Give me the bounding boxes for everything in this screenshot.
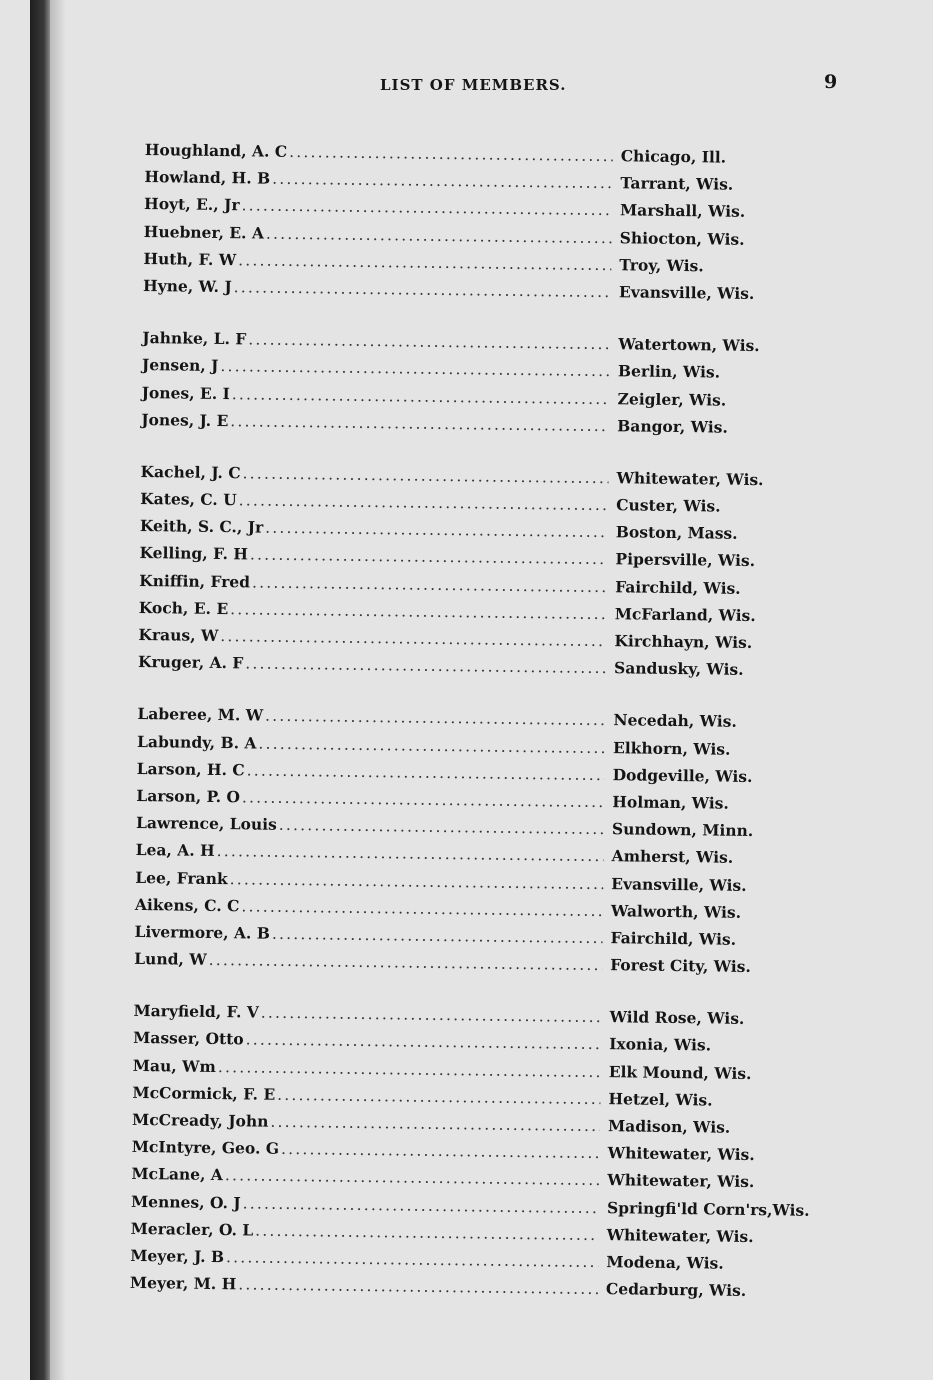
member-name: McCormick, F. E (132, 1082, 276, 1104)
dot-leader (289, 139, 613, 170)
member-name: Hyne, W. J (142, 275, 232, 297)
member-name: Kruger, A. F (137, 652, 244, 673)
member-place: Sandusky, Wis. (613, 658, 744, 680)
member-place: Fairchild, Wis. (615, 576, 741, 598)
dot-leader (270, 1109, 600, 1141)
member-place: Kirchhayn, Wis. (614, 631, 753, 652)
dot-leader (234, 274, 611, 306)
member-place: Springfi'ld Corn'rs,Wis. (606, 1197, 810, 1220)
dot-leader (279, 812, 604, 843)
member-name: Jones, E. I (141, 382, 230, 403)
member-name: Lawrence, Louis (135, 813, 277, 834)
member-place: Bangor, Wis. (617, 415, 728, 437)
member-name: Meyer, M. H (129, 1273, 237, 1294)
member-list (129, 136, 864, 1331)
member-name: Houghland, A. C (144, 139, 288, 161)
member-name: Huth, F. W (143, 248, 237, 269)
member-name: Meyer, J. B (130, 1245, 225, 1267)
member-name: Labundy, B. A (136, 731, 257, 753)
member-name: Mennes, O. J (130, 1191, 241, 1212)
member-place: Whitewater, Wis. (616, 468, 764, 490)
member-place: Custer, Wis. (616, 495, 721, 516)
member-name: Aikens, C. C (134, 894, 240, 915)
member-place: Watertown, Wis. (618, 334, 760, 356)
member-name: Keith, S. C., Jr (139, 516, 264, 537)
member-place: Whitewater, Wis. (607, 1143, 755, 1165)
member-place: Ixonia, Wis. (609, 1034, 712, 1055)
member-place: Elkhorn, Wis. (612, 737, 731, 759)
member-place: McFarland, Wis. (614, 604, 756, 625)
book-spine (30, 0, 50, 1380)
member-name: Larson, P. O (136, 785, 241, 807)
member-name: Lund, W (134, 948, 207, 969)
member-name: Jensen, J (141, 355, 219, 376)
member-place: Amherst, Wis. (611, 846, 734, 868)
member-name: Jahnke, L. F (142, 328, 247, 349)
dot-leader (281, 1136, 600, 1167)
member-place: Fairchild, Wis. (610, 928, 737, 949)
member-place: Wild Rose, Wis. (609, 1007, 745, 1029)
member-place: Shiocton, Wis. (619, 227, 745, 249)
member-place: Walworth, Wis. (610, 900, 742, 922)
member-place: Evansville, Wis. (618, 282, 755, 303)
member-name: Maryfield, F. V (133, 1001, 259, 1022)
dot-leader (209, 947, 603, 979)
member-name: McLane, A (131, 1164, 224, 1185)
member-place: Boston, Mass. (615, 522, 738, 544)
member-group (130, 997, 854, 1305)
member-place: Pipersville, Wis. (615, 549, 756, 571)
member-group (138, 458, 861, 685)
member-place: Whitewater, Wis. (607, 1170, 755, 1192)
member-place: Holman, Wis. (612, 792, 729, 813)
member-name: Larson, H. C (136, 758, 245, 780)
member-place: Madison, Wis. (607, 1116, 731, 1137)
member-place: Tarrant, Wis. (620, 173, 734, 194)
member-name: Lea, A. H (135, 840, 215, 861)
member-place: Sundown, Minn. (611, 819, 754, 841)
member-name: Huebner, E. A (143, 221, 265, 243)
page-title: LIST OF MEMBERS. (380, 76, 567, 94)
member-place: Cedarburg, Wis. (605, 1279, 747, 1301)
spine-shadow (50, 0, 66, 1380)
member-place: Dodgeville, Wis. (612, 764, 753, 786)
member-name: Lee, Frank (135, 867, 228, 888)
dot-leader (272, 921, 603, 953)
member-place: Chicago, Ill. (620, 146, 727, 167)
member-name: Kachel, J. C (140, 461, 241, 483)
member-place: Zeigler, Wis. (617, 388, 727, 410)
member-name: Meracler, O. L (130, 1218, 254, 1240)
member-name: Kelling, F. H (139, 543, 249, 564)
member-place: Elk Mound, Wis. (608, 1061, 752, 1083)
member-name: McIntyre, Geo. G (131, 1137, 280, 1159)
member-name: Hoyt, E., Jr (143, 194, 240, 215)
member-group (134, 700, 857, 981)
member-name: Kates, C. U (140, 489, 237, 510)
member-place: Necedah, Wis. (613, 710, 737, 732)
member-group (141, 324, 862, 442)
dot-leader (277, 1082, 600, 1113)
member-place: Whitewater, Wis. (606, 1224, 754, 1246)
member-place: Berlin, Wis. (617, 361, 721, 382)
member-name: Masser, Otto (133, 1028, 244, 1049)
dot-leader (238, 1271, 598, 1303)
member-name: Kraus, W (138, 624, 219, 646)
dot-leader (245, 651, 606, 683)
member-place: Evansville, Wis. (611, 873, 747, 895)
member-place: Modena, Wis. (606, 1252, 724, 1273)
member-place: Forest City, Wis. (610, 955, 751, 977)
member-place: Troy, Wis. (619, 254, 704, 276)
member-group (143, 136, 865, 309)
member-name: Koch, E. E (138, 597, 229, 618)
member-name: McCready, John (132, 1109, 269, 1131)
member-place: Hetzel, Wis. (608, 1088, 713, 1110)
dot-leader (230, 408, 609, 440)
member-name: Kniffin, Fred (139, 570, 251, 592)
member-place: Marshall, Wis. (619, 200, 746, 222)
member-name: Jones, J. E (141, 409, 229, 430)
member-name: Howland, H. B (144, 167, 271, 188)
member-name: Livermore, A. B (134, 921, 271, 943)
page-number: 9 (824, 71, 838, 93)
member-name: Laberee, M. W (137, 704, 264, 725)
member-name: Mau, Wm (132, 1055, 217, 1076)
